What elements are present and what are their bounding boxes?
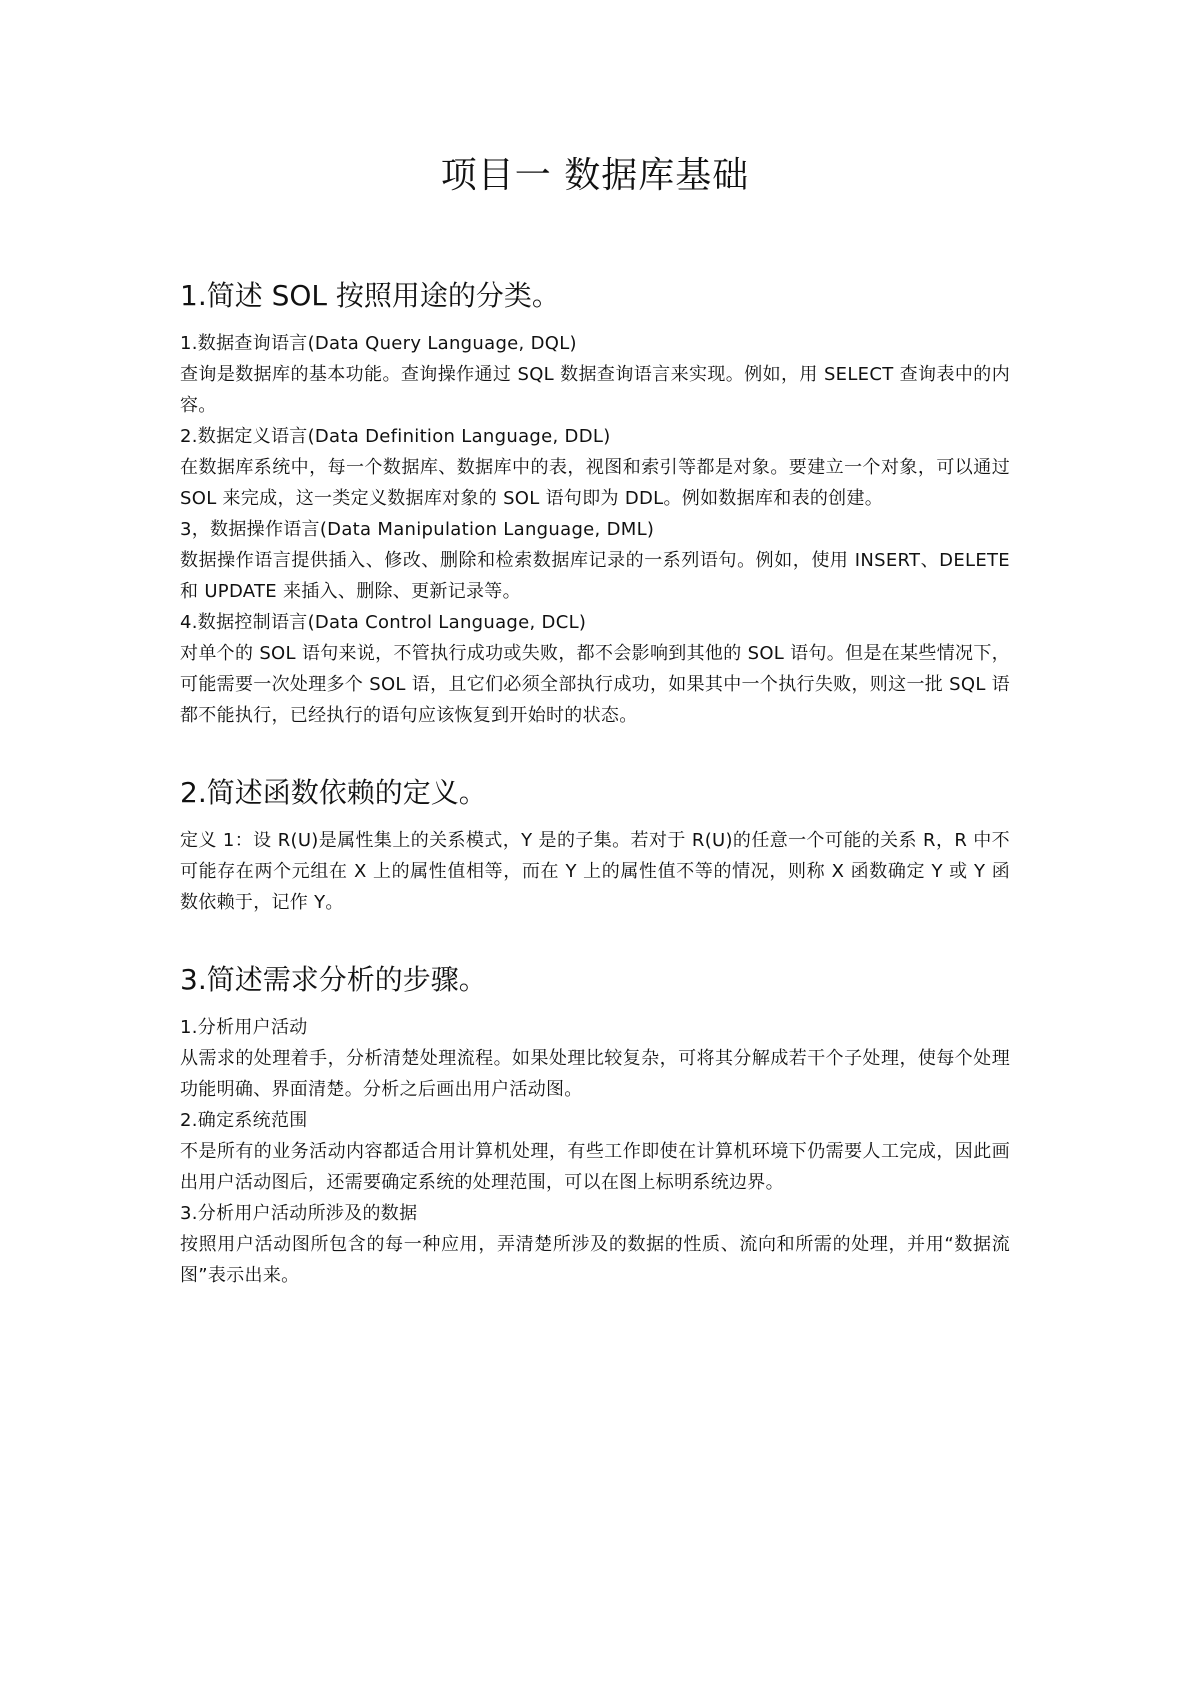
paragraph-dcl: 对单个的 SOL 语句来说，不管执行成功或失败，都不会影响到其他的 SOL 语句。但是在某些情况下，可能需要一次处理多个 SOL 语，且它们必须全部执行成功，如果其中一个执行失败，则这一批 SQL 语都不能执行，已经执行的语句应该恢复到开始时的状态。	[180, 643, 1010, 726]
paragraph-definition: 定义 1：设 R(U)是属性集上的关系模式，Y 是的子集。若对于 R(U)的任意一个可能的关系 R，R 中不可能存在两个元组在 X 上的属性值相等，而在 Y 上的属性值不等的情况，则称 X 函数确定 Y 或 Y 函数依赖于，记作 Y。	[180, 830, 1010, 913]
subheading-activity-data: 3.分析用户活动所涉及的数据	[180, 1203, 418, 1224]
section-heading: 1.简述 SOL 按照用途的分类。	[180, 279, 560, 312]
paragraph-dql: 查询是数据库的基本功能。查询操作通过 SQL 数据查询语言来实现。例如，用 SELECT 查询表中的内容。	[180, 364, 1010, 416]
paragraph-system-scope: 不是所有的业务活动内容都适合用计算机处理，有些工作即使在计算机环境下仍需要人工完成，因此画出用户活动图后，还需要确定系统的处理范围，可以在图上标明系统边界。	[180, 1141, 1010, 1193]
section-functional-dependency	[180, 773, 1010, 918]
subheading-dml: 3，数据操作语言(Data Manipulation Language, DML)	[180, 519, 655, 540]
subheading-ddl: 2.数据定义语言(Data Definition Language, DDL)	[180, 426, 611, 447]
subheading-system-scope: 2.确定系统范围	[180, 1110, 308, 1131]
section-sql-categories	[180, 276, 1010, 731]
paragraph-activity-data: 按照用户活动图所包含的每一种应用，弄清楚所涉及的数据的性质、流向和所需的处理，并用“数据流图”表示出来。	[180, 1234, 1010, 1286]
subheading-user-activity: 1.分析用户活动	[180, 1017, 308, 1038]
document-title: 项目一 数据库基础	[440, 155, 750, 196]
section-heading: 2.简述函数依赖的定义。	[180, 776, 487, 809]
section-heading: 3.简述需求分析的步骤。	[180, 963, 487, 996]
paragraph-dml: 数据操作语言提供插入、修改、删除和检索数据库记录的一系列语句。例如，使用 INSERT、DELETE 和 UPDATE 来插入、删除、更新记录等。	[180, 550, 1010, 602]
paragraph-user-activity: 从需求的处理着手，分析清楚处理流程。如果处理比较复杂，可将其分解成若干个子处理，使每个处理功能明确、界面清楚。分析之后画出用户活动图。	[180, 1048, 1010, 1100]
paragraph-ddl: 在数据库系统中，每一个数据库、数据库中的表，视图和索引等都是对象。要建立一个对象，可以通过 SOL 来完成，这一类定义数据库对象的 SOL 语句即为 DDL。例如数据库和表的创建。	[180, 457, 1010, 509]
document-body	[180, 148, 1010, 1333]
subheading-dql: 1.数据查询语言(Data Query Language, DQL)	[180, 333, 577, 354]
section-requirements-analysis	[180, 960, 1010, 1291]
subheading-dcl: 4.数据控制语言(Data Control Language, DCL)	[180, 612, 587, 633]
